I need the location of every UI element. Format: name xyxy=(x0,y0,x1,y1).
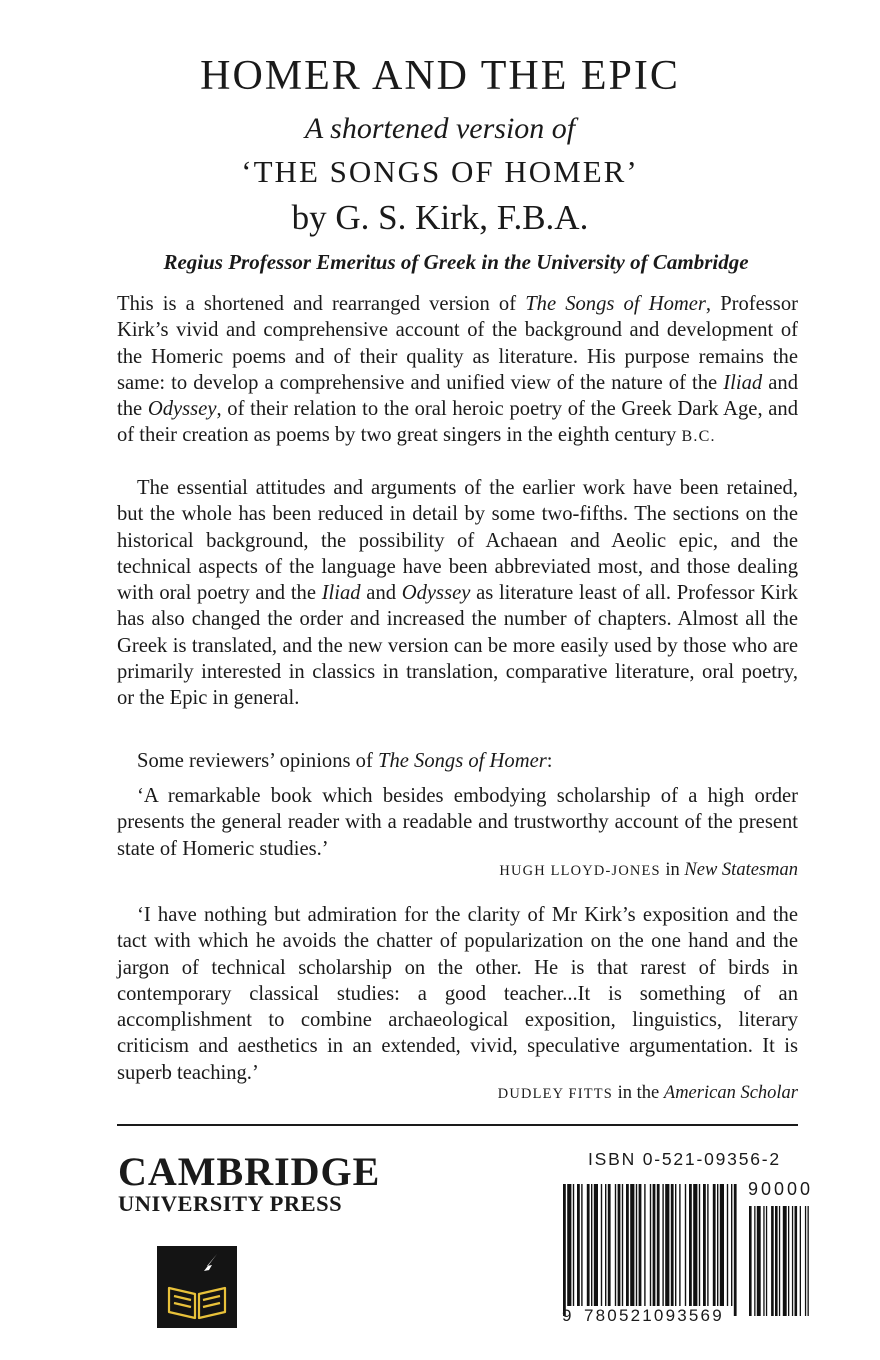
barcode-addon-bar xyxy=(792,1206,793,1316)
barcode-addon-bar xyxy=(766,1206,767,1316)
barcode-bar xyxy=(587,1184,590,1306)
barcode-bar xyxy=(591,1184,592,1306)
barcode-addon-bar xyxy=(763,1206,764,1316)
book-subtitle: A shortened version of xyxy=(304,112,576,145)
barcode-bar xyxy=(644,1184,645,1306)
barcode-bar xyxy=(689,1184,692,1306)
publisher-subtitle: UNIVERSITY PRESS xyxy=(118,1191,343,1216)
barcode-bar xyxy=(707,1184,708,1306)
barcode-bar xyxy=(608,1184,611,1306)
barcode-bar xyxy=(675,1184,676,1306)
barcode-bar xyxy=(717,1184,718,1306)
barcode-bar xyxy=(720,1184,724,1306)
barcode-bar xyxy=(639,1184,642,1306)
barcode-addon-bar xyxy=(775,1206,778,1316)
barcode-addon-bar xyxy=(808,1206,809,1316)
barcode-bar xyxy=(605,1184,606,1306)
original-title: ‘THE SONGS OF HOMER’ xyxy=(241,154,639,189)
barcode-bar xyxy=(679,1184,680,1306)
barcode-bar xyxy=(577,1184,580,1306)
barcode-bar xyxy=(650,1184,651,1316)
barcode xyxy=(561,1184,811,1324)
barcode-addon-bar xyxy=(788,1206,789,1316)
barcode-bar xyxy=(567,1184,571,1306)
barcode-bar xyxy=(727,1184,728,1306)
barcode-bar xyxy=(693,1184,697,1306)
author-position: Regius Professor Emeritus of Greek in the University of Cambridge xyxy=(163,250,749,274)
barcode-bar xyxy=(636,1184,637,1306)
barcode-bar xyxy=(657,1184,660,1306)
barcode-addon-bar xyxy=(749,1206,752,1316)
barcode-addon-bar xyxy=(800,1206,801,1316)
book-title: HOMER AND THE EPIC xyxy=(200,53,680,99)
barcode-bar xyxy=(601,1184,602,1306)
barcode-bar xyxy=(626,1184,629,1306)
horizontal-rule xyxy=(117,1124,798,1126)
barcode-addon-bar xyxy=(805,1206,806,1316)
review-quote-2: ‘I have nothing but admiration for the clarity of Mr Kirk’s exposition and the tact with which he avoids the chatter of popularization on the one hand and the jargon of technical scholarship on the other. He is that rarest of birds in contemporary classical studies: a good teacher...It is something of an accomplishment to combine archaeological exposition, linguistics, literary criticism and aesthetics in an extended, vivid, speculative argumentation. It is superb teaching.’ xyxy=(117,904,798,1084)
open-book-logo-icon xyxy=(157,1246,237,1328)
barcode-digits: 780521093569 xyxy=(584,1306,724,1325)
barcode-bar xyxy=(665,1184,669,1306)
publisher-name: CAMBRIDGE xyxy=(118,1149,381,1194)
review-attribution-1: HUGH LLOYD-JONES in New Statesman xyxy=(499,860,798,880)
barcode-addon-bar xyxy=(783,1206,787,1316)
barcode-bar xyxy=(699,1184,700,1306)
review-attribution-2: DUDLEY FITTS in the American Scholar xyxy=(497,1083,798,1103)
isbn-label: ISBN 0-521-09356-2 xyxy=(588,1149,781,1169)
barcode-bar xyxy=(703,1184,706,1306)
barcode-bar xyxy=(671,1184,674,1306)
review-quote-1: ‘A remarkable book which besides embodying scholarship of a high order presents the general reader with a readable and trustworthy account of the present state of Homeric studies.’ xyxy=(117,785,798,860)
barcode-bar xyxy=(581,1184,582,1306)
barcode-addon-bar xyxy=(771,1206,774,1316)
barcode-addon-digits: 90000 xyxy=(748,1179,814,1199)
description-paragraph-1: This is a shortened and rearranged version of The Songs of Homer, Professor Kirk’s vivid and comprehensive account of the background and development of the Homeric poems and of their quality as literature. His purpose remains the same: to develop a comprehensive and unified view of the nature of the Iliad and the Odyssey, of their relation to the oral heroic poetry of the Greek Dark Age, and of their creation as poems by two great singers in the eighth century B.C. xyxy=(117,293,799,447)
barcode-bar xyxy=(618,1184,621,1306)
barcode-bar xyxy=(630,1184,634,1306)
barcode-digit-prefix: 9 xyxy=(562,1306,572,1325)
barcode-bar xyxy=(594,1184,598,1306)
barcode-bar xyxy=(615,1184,616,1306)
barcode-addon-bar xyxy=(757,1206,761,1316)
barcode-bar xyxy=(622,1184,623,1306)
barcode-addon-bar xyxy=(754,1206,755,1316)
barcode-addon-bar xyxy=(795,1206,798,1316)
description-paragraph-2: The essential attitudes and arguments of the earlier work have been retained, but the whole has been reduced in detail by some two-fifths. The sections on the historical background, the possibility of Achaean and Aeolic epic, and the technical aspects of the language have been abbreviated most, and those dealing with oral poetry and the Iliad and Odyssey as literature least of all. Professor Kirk has also changed the order and increased the number of chapters. Almost all the Greek is translated, and the new version can be more easily used by those who are primarily interested in classics in translation, comparative literature, oral poetry, or the Epic in general. xyxy=(117,477,798,710)
barcode-bar xyxy=(734,1184,737,1316)
reviews-intro: Some reviewers’ opinions of The Songs of Homer: xyxy=(137,750,553,772)
barcode-bar xyxy=(731,1184,732,1306)
barcode-bar xyxy=(713,1184,716,1306)
barcode-bar xyxy=(573,1184,574,1306)
barcode-addon-bar xyxy=(779,1206,780,1316)
barcode-bar xyxy=(563,1184,566,1316)
barcode-bar xyxy=(685,1184,686,1306)
barcode-bar xyxy=(662,1184,663,1306)
author-line: by G. S. Kirk, F.B.A. xyxy=(291,198,589,237)
barcode-bar xyxy=(653,1184,656,1316)
